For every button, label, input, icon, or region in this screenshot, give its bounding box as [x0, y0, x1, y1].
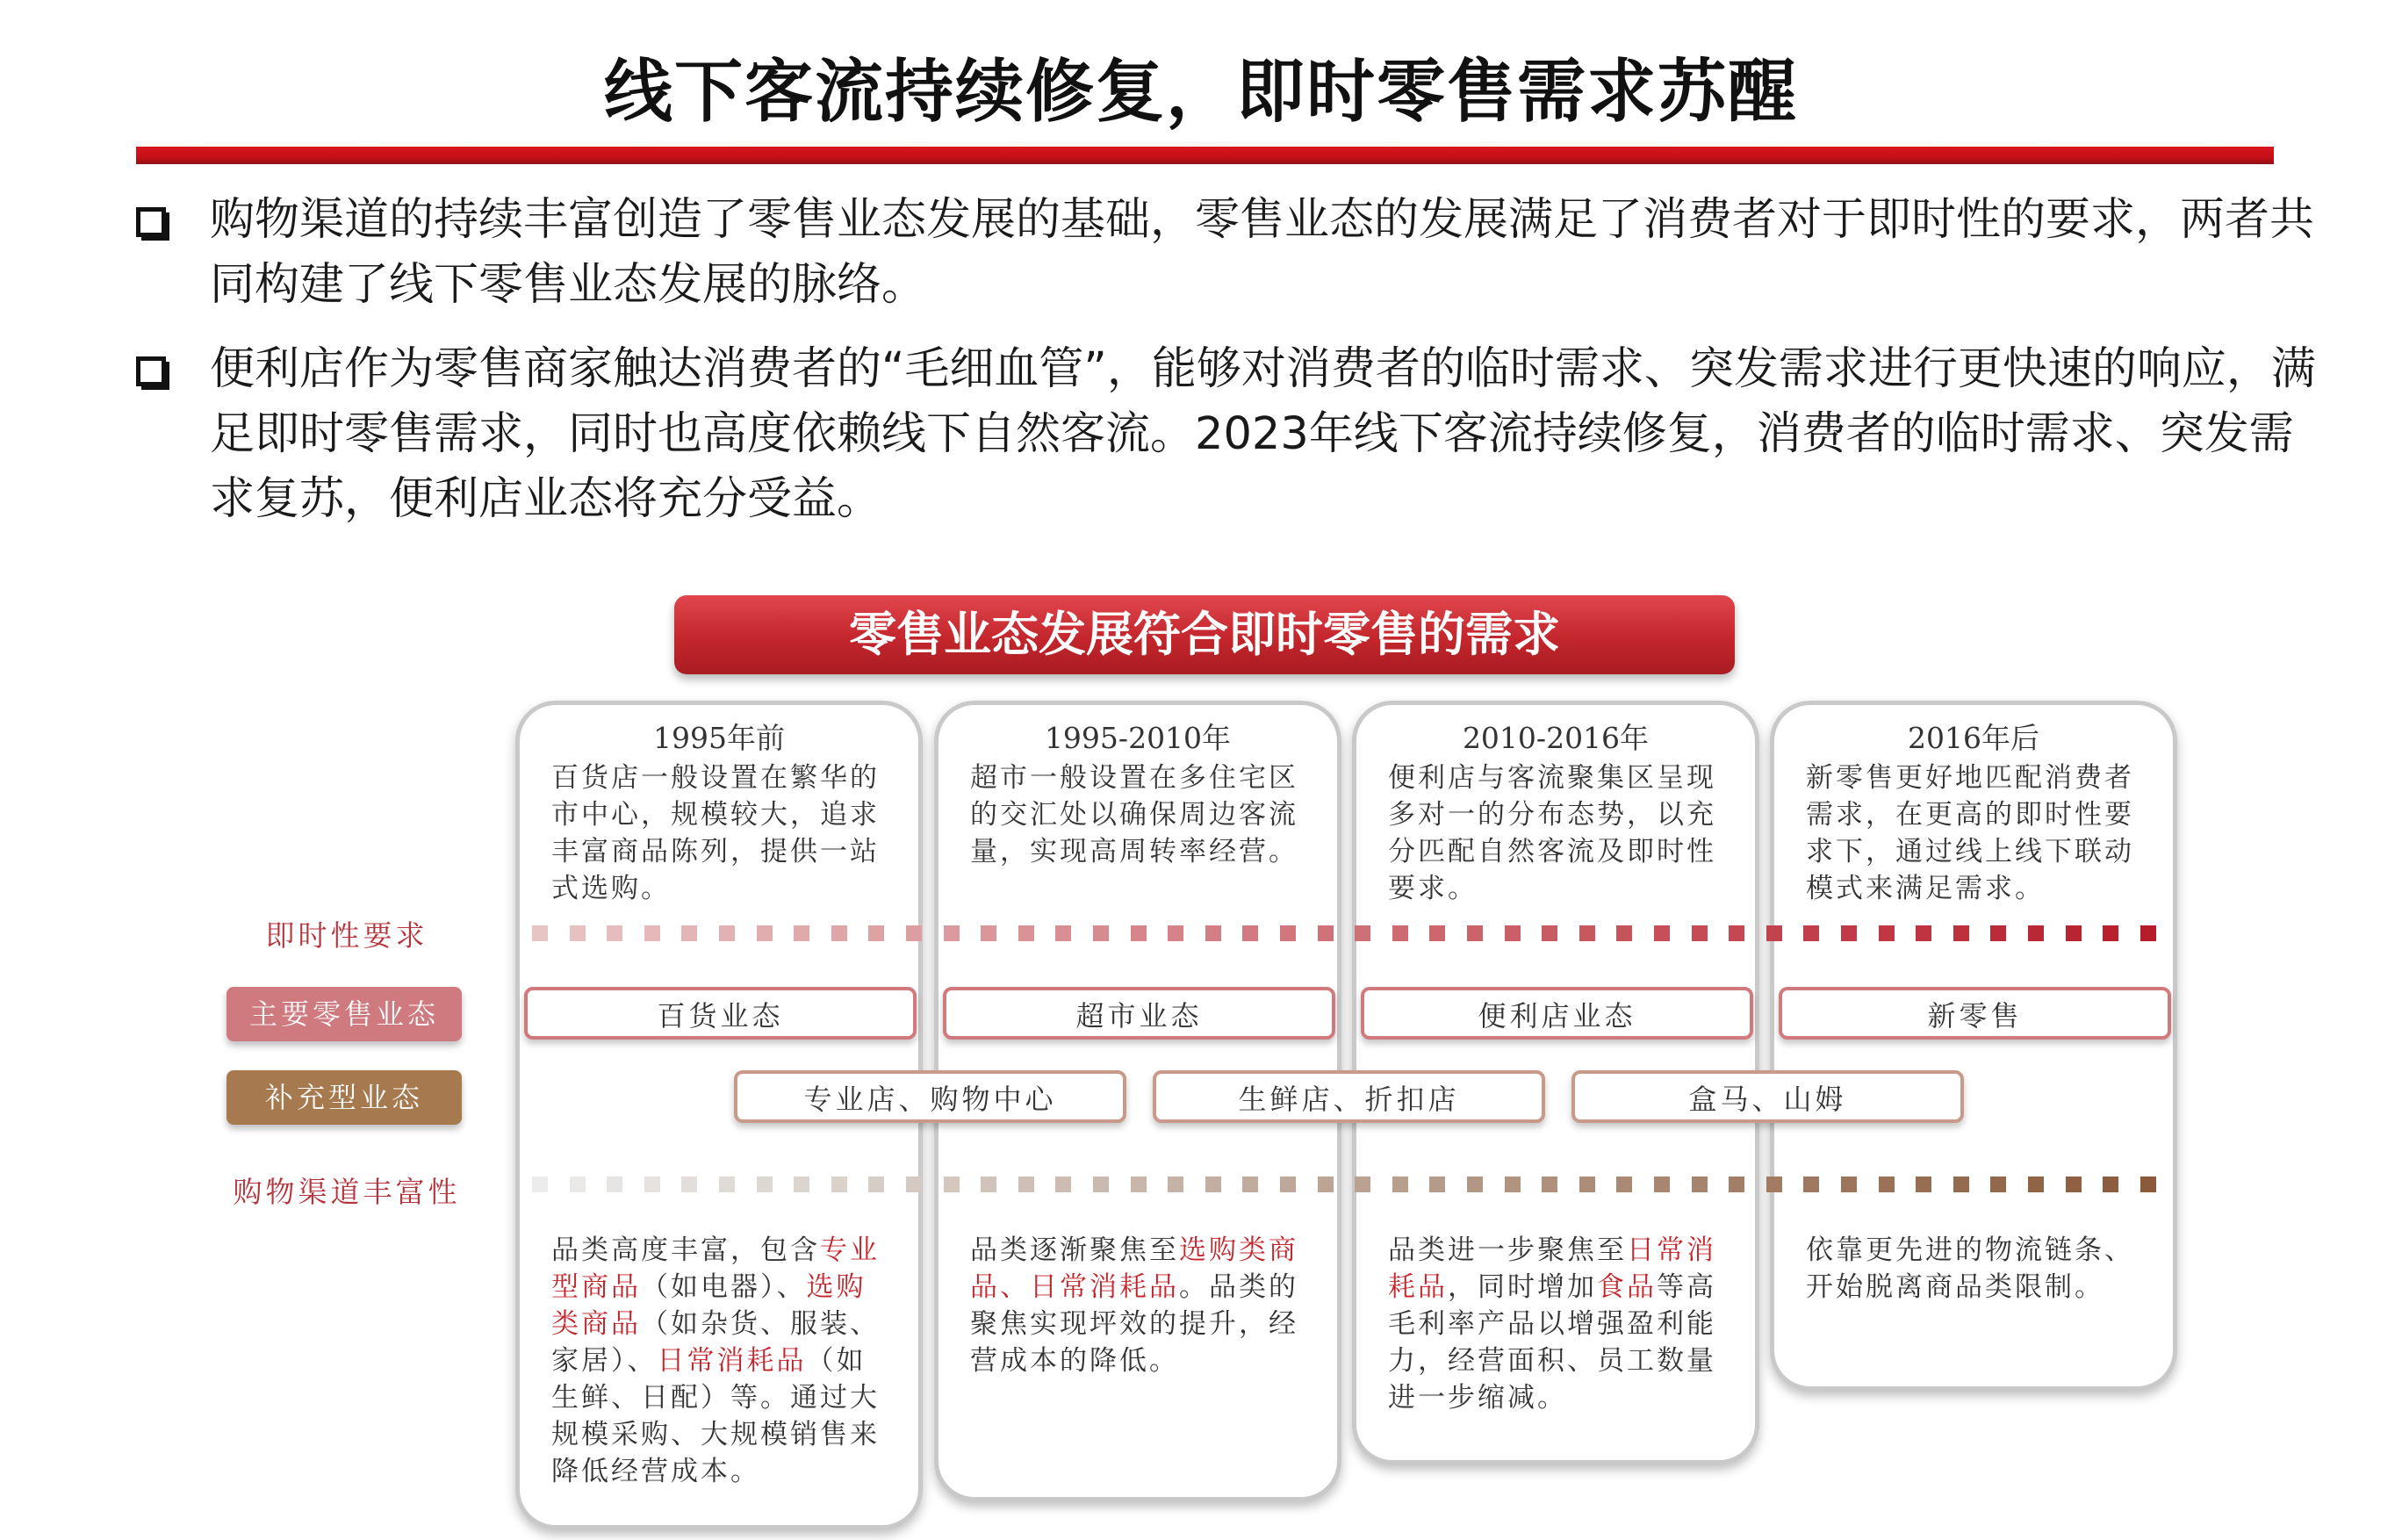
dash-segment [1916, 925, 1931, 941]
abundance-gradient-bar [532, 1177, 2167, 1192]
period-label: 2010-2016年 [1462, 721, 1650, 755]
dash-segment [1355, 925, 1370, 941]
dash-segment [1505, 925, 1521, 941]
dash-segment [1879, 1177, 1895, 1192]
dash-segment [1953, 925, 1969, 941]
dash-segment [1093, 925, 1109, 941]
dash-segment [868, 925, 884, 941]
dash-segment [944, 1177, 960, 1192]
diagram-header: 零售业态发展符合即时零售的需求 [674, 595, 1735, 674]
dash-segment [1990, 1177, 2006, 1192]
highlighted-term: 专业型商品 [551, 1234, 880, 1303]
dash-segment [1692, 1177, 1708, 1192]
dash-segment [794, 1177, 809, 1192]
dash-segment [1168, 1177, 1183, 1192]
supplementary-format-box: 专业店、购物中心 [734, 1070, 1126, 1123]
dash-segment [1280, 925, 1296, 941]
dash-segment [1579, 925, 1595, 941]
dash-segment [1542, 1177, 1557, 1192]
dash-segment [570, 925, 586, 941]
dash-segment [1318, 925, 1334, 941]
dash-segment [906, 1177, 922, 1192]
highlighted-term: 选购类商品、日常消耗品 [970, 1234, 1298, 1303]
note-text: （如电器）、 [641, 1271, 807, 1303]
note-text: ，同时增加 [1448, 1271, 1597, 1303]
dash-segment [2140, 925, 2156, 941]
dash-segment [1318, 1177, 1334, 1192]
period-description: 百货店一般设置在繁华的市中心，规模较大，追求丰富商品陈列，提供一站式选购。 [551, 762, 880, 904]
main-format-box: 百货业态 [524, 987, 917, 1040]
dash-segment [1692, 925, 1708, 941]
dash-segment [2066, 925, 2082, 941]
supplementary-format-box: 生鲜店、折扣店 [1153, 1070, 1545, 1123]
dash-segment [868, 1177, 884, 1192]
dash-segment [1242, 925, 1258, 941]
dash-segment [570, 1177, 586, 1192]
dash-segment [1131, 925, 1147, 941]
dash-segment [944, 925, 960, 941]
dash-segment [1729, 1177, 1744, 1192]
dash-segment [757, 925, 773, 941]
dash-segment [1168, 925, 1183, 941]
highlighted-term: 日常消耗品 [657, 1345, 807, 1377]
dash-segment [1055, 1177, 1071, 1192]
dash-segment [1055, 925, 1071, 941]
dash-segment [831, 925, 847, 941]
dash-segment [757, 1177, 773, 1192]
period-description: 新零售更好地匹配消费者需求，在更高的即时性要求下，通过线上线下联动模式来满足需求。 [1806, 762, 2134, 904]
row-label-main-formats: 主要零售业态 [227, 987, 462, 1041]
highlighted-term: 选购类商品 [551, 1271, 867, 1340]
dash-segment [2028, 925, 2044, 941]
row-label-immediacy: 即时性要求 [265, 918, 428, 953]
dash-segment [831, 1177, 847, 1192]
note-text: 品类逐渐聚焦至 [970, 1234, 1179, 1266]
period-label: 1995年前 [653, 721, 785, 755]
dash-segment [1018, 1177, 1034, 1192]
dash-segment [607, 925, 622, 941]
dash-segment [681, 1177, 697, 1192]
dash-segment [1242, 1177, 1258, 1192]
checkbox-bullet-icon [136, 207, 166, 237]
dash-segment [1841, 925, 1857, 941]
immediacy-gradient-bar [532, 925, 2167, 941]
dash-segment [607, 1177, 622, 1192]
note-text: 等高毛利率产品以增强盈利能力，经营面积、员工数量进一步缩减。 [1388, 1271, 1716, 1414]
channel-note [1388, 1232, 1730, 1416]
dash-segment [1616, 1177, 1632, 1192]
dash-segment [981, 1177, 996, 1192]
row-label-channel-abundance: 购物渠道丰富性 [233, 1175, 461, 1209]
note-text: （如杂货、服装、家居）、 [551, 1308, 880, 1377]
note-text: 。品类的聚焦实现坪效的提升，经营成本的降低。 [970, 1271, 1298, 1377]
dash-segment [1205, 925, 1221, 941]
bullet-text: 购物渠道的持续丰富创造了零售业态发展的基础，零售业态的发展满足了消费者对于即时性的要求，两者共同构建了线下零售业态发展的脉络。 [210, 194, 2315, 311]
period-label: 2016年后 [1908, 721, 2039, 755]
note-text: 依靠更先进的物流链条、开始脱离商品类限制。 [1806, 1234, 2134, 1303]
dash-segment [1429, 1177, 1445, 1192]
dash-segment [1654, 1177, 1670, 1192]
dash-segment [2066, 1177, 2082, 1192]
dash-segment [1355, 1177, 1370, 1192]
dash-segment [1990, 925, 2006, 941]
dash-segment [794, 925, 809, 941]
dash-segment [1392, 1177, 1408, 1192]
main-format-box: 超市业态 [943, 987, 1335, 1040]
dash-segment [1579, 1177, 1595, 1192]
page-title: 线下客流持续修复，即时零售需求苏醒 [603, 53, 1798, 132]
dash-segment [1467, 925, 1483, 941]
period-description: 便利店与客流聚集区呈现多对一的分布态势，以充分匹配自然客流及即时性要求。 [1388, 762, 1716, 904]
dash-segment [1841, 1177, 1857, 1192]
dash-segment [681, 925, 697, 941]
supplementary-format-box: 盒马、山姆 [1571, 1070, 1964, 1123]
dash-segment [1766, 925, 1782, 941]
dash-segment [719, 1177, 735, 1192]
period-card [1770, 701, 2177, 1391]
note-text: 品类进一步聚焦至 [1388, 1234, 1627, 1266]
dash-segment [2140, 1177, 2156, 1192]
bullet-text: 便利店作为零售商家触达消费者的“毛细血管”，能够对消费者的临时需求、突发需求进行更快速的响应，满足即时零售需求，同时也高度依赖线下自然客流。2023年线下客流持续修复，消费者的临时需求、突发需求复苏，便利店业态将充分受益。 [210, 343, 2316, 525]
dash-segment [1093, 1177, 1109, 1192]
dash-segment [2103, 925, 2118, 941]
channel-note [551, 1232, 894, 1490]
dash-segment [532, 1177, 548, 1192]
row-label-supplementary-formats: 补充型业态 [227, 1070, 462, 1125]
main-format-box: 便利店业态 [1361, 987, 1753, 1040]
dash-segment [1280, 1177, 1296, 1192]
channel-note [1806, 1232, 2148, 1306]
title-divider [136, 147, 2274, 164]
dash-segment [1429, 925, 1445, 941]
dash-segment [2103, 1177, 2118, 1192]
dash-segment [532, 925, 548, 941]
dash-segment [719, 925, 735, 941]
dash-segment [644, 1177, 660, 1192]
dash-segment [2028, 1177, 2044, 1192]
dash-segment [1392, 925, 1408, 941]
dash-segment [1542, 925, 1557, 941]
note-text: 品类高度丰富，包含 [551, 1234, 820, 1266]
dash-segment [1505, 1177, 1521, 1192]
dash-segment [1467, 1177, 1483, 1192]
dash-segment [1205, 1177, 1221, 1192]
main-format-box: 新零售 [1779, 987, 2171, 1040]
dash-segment [1018, 925, 1034, 941]
channel-note [970, 1232, 1312, 1379]
dash-segment [981, 925, 996, 941]
period-label: 1995-2010年 [1044, 721, 1232, 755]
dash-segment [1803, 1177, 1819, 1192]
highlighted-term: 日常消耗品 [1388, 1234, 1716, 1303]
dash-segment [1953, 1177, 1969, 1192]
dash-segment [1131, 1177, 1147, 1192]
dash-segment [906, 925, 922, 941]
period-description: 超市一般设置在多住宅区的交汇处以确保周边客流量，实现高周转率经营。 [970, 762, 1298, 867]
dash-segment [644, 925, 660, 941]
checkbox-bullet-icon [136, 356, 166, 386]
dash-segment [1916, 1177, 1931, 1192]
highlighted-term: 食品 [1597, 1271, 1657, 1303]
note-text: （如生鲜、日配）等。通过大规模采购、大规模销售来降低经营成本。 [551, 1345, 880, 1487]
dash-segment [1616, 925, 1632, 941]
dash-segment [1766, 1177, 1782, 1192]
dash-segment [1729, 925, 1744, 941]
dash-segment [1879, 925, 1895, 941]
dash-segment [1803, 925, 1819, 941]
dash-segment [1654, 925, 1670, 941]
